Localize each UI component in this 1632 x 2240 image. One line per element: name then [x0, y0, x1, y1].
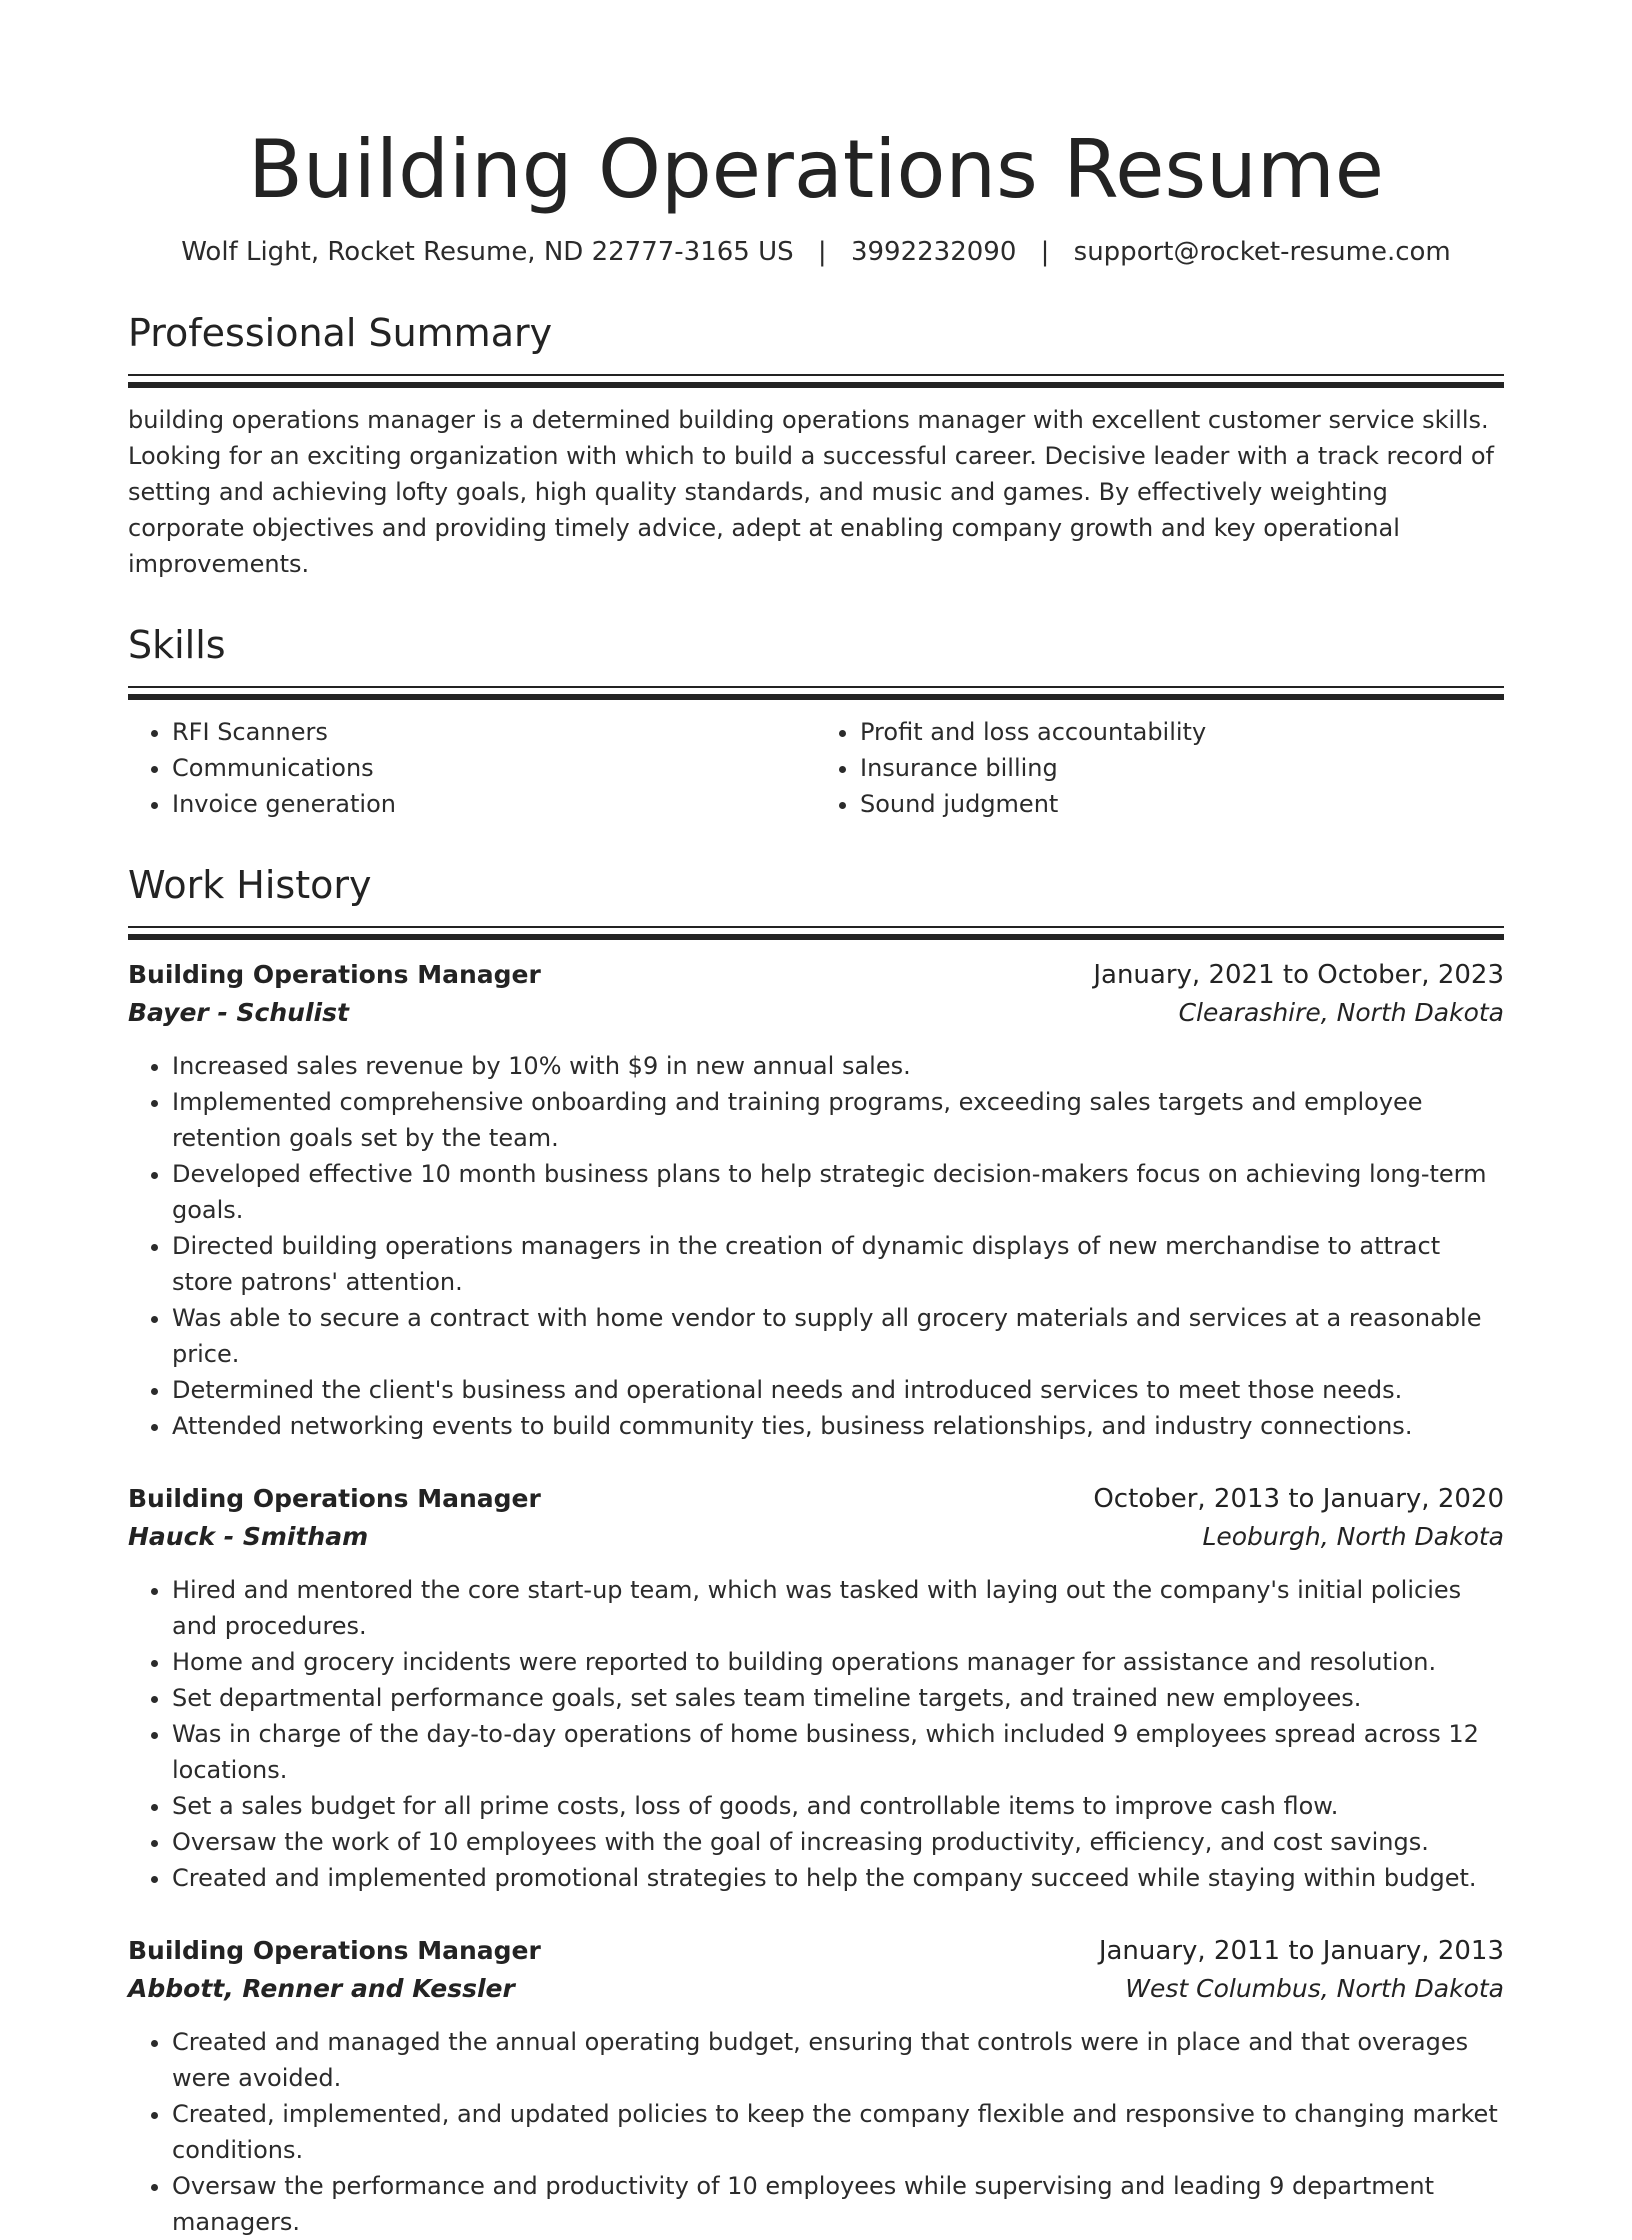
skill-item: • Profit and loss accountability: [860, 714, 1504, 750]
summary-text: building operations manager is a determined building operations manager with excellent customer service skills. Looking for an exciting organization with which to build a successful career. Decisive leader with a track record of setting and achieving lofty goals, high quality standards, and music and games. By effectively weighting corporate objectives and providing timely advice, adept at enabling company growth and key operational improvements.: [128, 406, 1494, 578]
job-bullet: • Increased sales revenue by 10% with $9 in new annual sales.: [172, 1048, 1504, 1084]
divider-thin-line: [128, 374, 1504, 376]
summary-section-header: [128, 308, 1504, 388]
job-dates: October, 2013 to January, 2020: [1093, 1484, 1504, 1514]
job-entry: [128, 956, 1504, 1444]
divider-thick-line: [128, 694, 1504, 700]
job-title-row: [128, 1932, 1504, 1970]
job-bullet: • Hired and mentored the core start-up team, which was tasked with laying out the company's initial policies and procedures.: [172, 1572, 1504, 1644]
job-title: Building Operations Manager: [128, 1936, 541, 1965]
skills-list: [128, 714, 1504, 822]
section-divider: [128, 686, 1504, 700]
skills-heading: Skills: [128, 623, 226, 667]
job-dates: January, 2011 to January, 2013: [1098, 1936, 1504, 1966]
job-title: Building Operations Manager: [128, 1484, 541, 1513]
job-dates: January, 2021 to October, 2023: [1093, 960, 1504, 990]
job-company: Abbott, Renner and Kessler: [128, 1974, 515, 2003]
job-location: West Columbus, North Dakota: [1125, 1974, 1504, 2003]
job-company: Hauck - Smitham: [128, 1522, 369, 1551]
work-section-header: [128, 860, 1504, 940]
job-location: Clearashire, North Dakota: [1178, 998, 1504, 1027]
job-bullet: • Created and implemented promotional strategies to help the company succeed while staying within budget.: [172, 1860, 1504, 1896]
skills-section-header: [128, 620, 1504, 700]
section-divider: [128, 926, 1504, 940]
job-bullet: • Created and managed the annual operating budget, ensuring that controls were in place and that overages were avoided.: [172, 2024, 1504, 2096]
job-title-row: [128, 1480, 1504, 1518]
contact-line: [128, 234, 1504, 270]
divider-thin-line: [128, 686, 1504, 688]
resume-title: Building Operations Resume: [248, 123, 1384, 216]
skill-item: • Invoice generation: [172, 786, 816, 822]
job-company-row: [128, 994, 1504, 1032]
contact-address: Wolf Light, Rocket Resume, ND 22777-3165 US: [181, 237, 794, 267]
job-bullet: • Oversaw the performance and productivity of 10 employees while supervising and leading 9 department managers.: [172, 2168, 1504, 2240]
work-heading: Work History: [128, 863, 372, 907]
job-bullet: • Home and grocery incidents were reported to building operations manager for assistance and resolution.: [172, 1644, 1504, 1680]
contact-email: support@rocket-resume.com: [1073, 237, 1451, 267]
job-company: Bayer - Schulist: [128, 998, 349, 1027]
job-title: Building Operations Manager: [128, 960, 541, 989]
contact-separator: |: [817, 237, 827, 267]
job-bullet: • Created, implemented, and updated policies to keep the company flexible and responsive to changing market conditions.: [172, 2096, 1504, 2168]
job-bullet: • Directed building operations managers in the creation of dynamic displays of new merchandise to attract store patrons' attention.: [172, 1228, 1504, 1300]
job-bullet: • Was in charge of the day-to-day operations of home business, which included 9 employees spread across 12 locations.: [172, 1716, 1504, 1788]
job-bullet: • Oversaw the work of 10 employees with the goal of increasing productivity, efficiency, and cost savings.: [172, 1824, 1504, 1860]
summary-heading: Professional Summary: [128, 311, 553, 355]
divider-thin-line: [128, 926, 1504, 928]
divider-thick-line: [128, 934, 1504, 940]
skill-item: • Communications: [172, 750, 816, 786]
skills-column-right: [816, 714, 1504, 822]
section-divider: [128, 374, 1504, 388]
job-entry: [128, 1932, 1504, 2240]
job-bullets: [128, 1572, 1504, 1896]
skill-item: • Insurance billing: [860, 750, 1504, 786]
job-title-row: [128, 956, 1504, 994]
job-bullet: • Implemented comprehensive onboarding and training programs, exceeding sales targets and employee retention goals set by the team.: [172, 1084, 1504, 1156]
job-bullet: • Attended networking events to build community ties, business relationships, and industry connections.: [172, 1408, 1504, 1444]
job-location: Leoburgh, North Dakota: [1202, 1522, 1504, 1551]
job-bullet: • Set departmental performance goals, set sales team timeline targets, and trained new employees.: [172, 1680, 1504, 1716]
job-company-row: [128, 1518, 1504, 1556]
job-bullet: • Determined the client's business and operational needs and introduced services to meet those needs.: [172, 1372, 1504, 1408]
job-bullet: • Was able to secure a contract with home vendor to supply all grocery materials and services at a reasonable price.: [172, 1300, 1504, 1372]
job-bullets: [128, 1048, 1504, 1444]
job-entry: [128, 1480, 1504, 1896]
contact-phone: 3992232090: [850, 237, 1017, 267]
skills-column-left: [128, 714, 816, 822]
job-company-row: [128, 1970, 1504, 2008]
job-bullets: [128, 2024, 1504, 2240]
divider-thick-line: [128, 382, 1504, 388]
job-bullet: • Set a sales budget for all prime costs, loss of goods, and controllable items to improve cash flow.: [172, 1788, 1504, 1824]
skill-item: • RFI Scanners: [172, 714, 816, 750]
job-bullet: • Developed effective 10 month business plans to help strategic decision-makers focus on achieving long-term goals.: [172, 1156, 1504, 1228]
contact-separator: |: [1040, 237, 1050, 267]
skill-item: • Sound judgment: [860, 786, 1504, 822]
